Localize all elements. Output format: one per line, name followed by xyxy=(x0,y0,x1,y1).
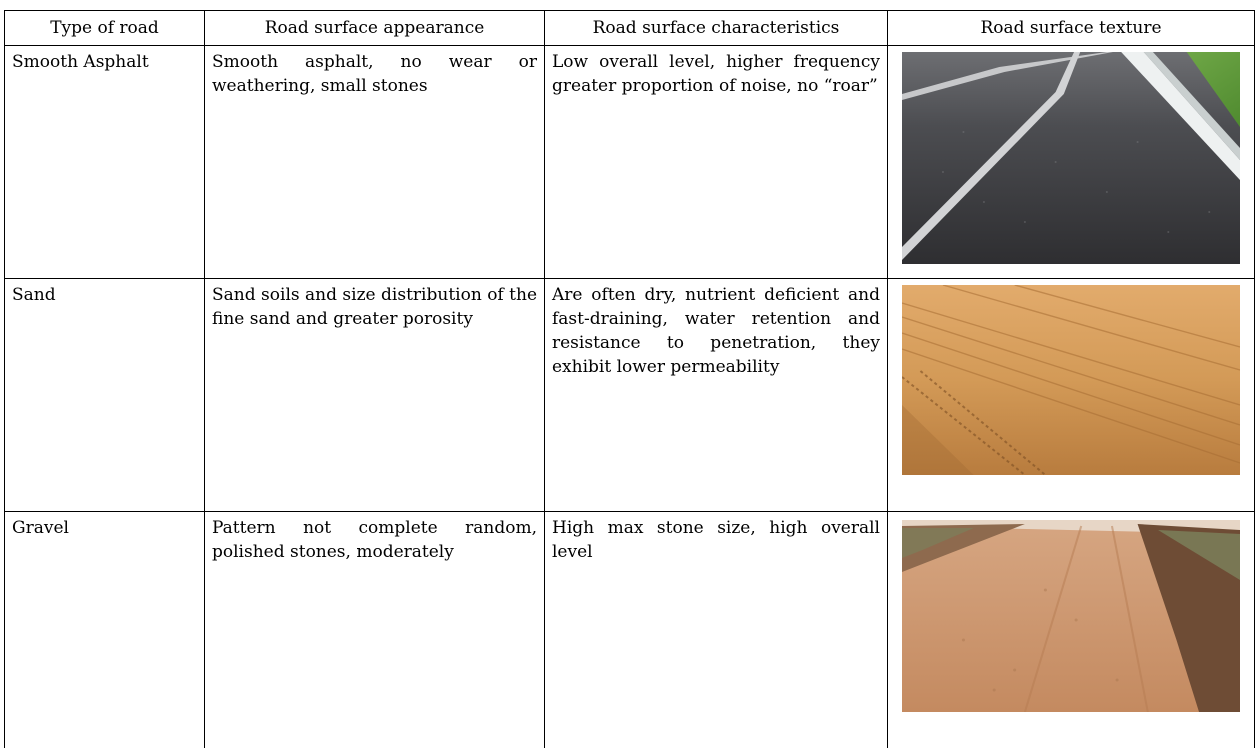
header-road-surface-appearance: Road surface appearance xyxy=(205,11,545,46)
header-row xyxy=(5,11,1255,46)
road-surface-table xyxy=(4,10,1255,748)
header-road-surface-characteristics: Road surface characteristics xyxy=(545,11,888,46)
appearance-cell: Pattern not complete random, polished stones, moderately xyxy=(205,512,545,748)
header-type-of-road: Type of road xyxy=(5,11,205,46)
characteristics-cell: Low overall level, higher frequency greater proportion of noise, no “roar” xyxy=(545,46,888,279)
sand-road-photo xyxy=(902,285,1240,475)
table-row xyxy=(5,279,1255,512)
table-row xyxy=(5,512,1255,748)
smooth-asphalt-photo xyxy=(902,52,1240,264)
appearance-cell: Sand soils and size distribution of the fine sand and greater porosity xyxy=(205,279,545,512)
table-row xyxy=(5,46,1255,279)
appearance-cell: Smooth asphalt, no wear or weathering, small stones xyxy=(205,46,545,279)
characteristics-cell: High max stone size, high overall level xyxy=(545,512,888,748)
characteristics-cell: Are often dry, nutrient deficient and fast-draining, water retention and resistance to penetration, they exhibit lower permeability xyxy=(545,279,888,512)
type-cell: Gravel xyxy=(5,512,205,748)
texture-cell xyxy=(888,512,1255,748)
type-cell: Sand xyxy=(5,279,205,512)
type-cell: Smooth Asphalt xyxy=(5,46,205,279)
texture-cell xyxy=(888,279,1255,512)
gravel-road-photo xyxy=(902,520,1240,712)
texture-cell xyxy=(888,46,1255,279)
header-road-surface-texture: Road surface texture xyxy=(888,11,1255,46)
